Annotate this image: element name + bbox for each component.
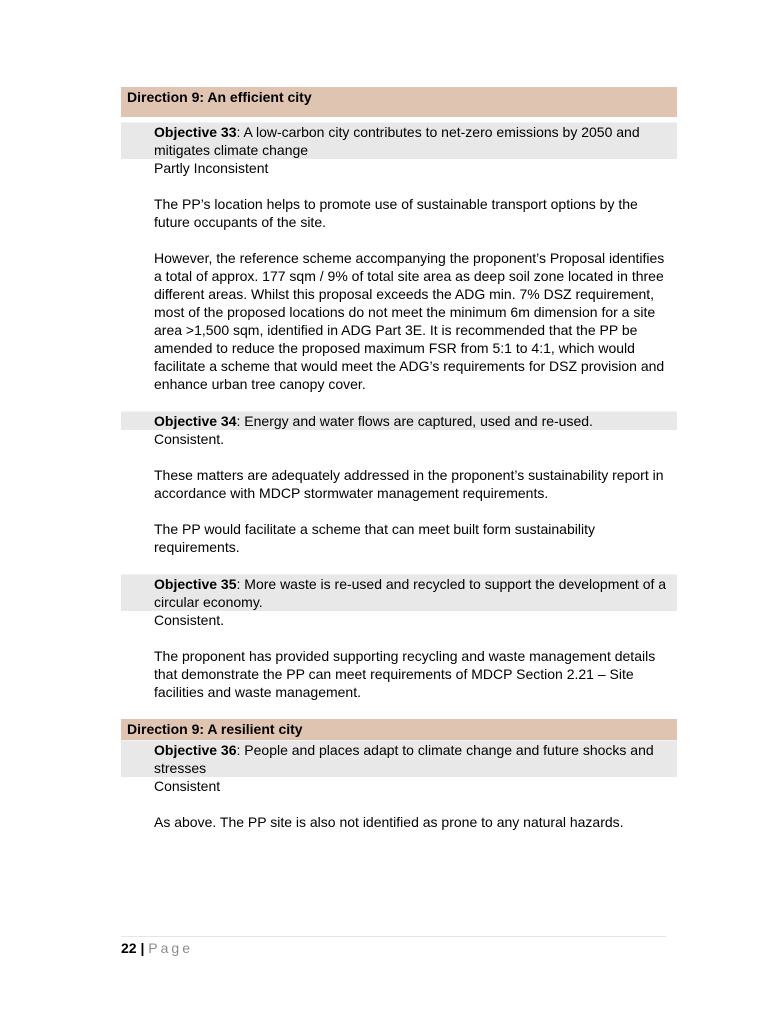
objective-33-row	[121, 122, 677, 159]
footer-separator: |	[136, 940, 149, 956]
objective-36-status: Consistent	[154, 778, 221, 794]
objective-36-text: : People and places adapt to climate change and future shocks and stresses	[154, 742, 654, 776]
direction-heading-efficient: Direction 9: An efficient city	[121, 87, 677, 117]
objective-35-status: Consistent.	[154, 612, 225, 628]
direction-heading-resilient: Direction 9: A resilient city	[121, 719, 677, 740]
objective-36-row	[121, 740, 677, 777]
objective-34-label: Objective 34	[154, 413, 237, 429]
objective-36-para-1: As above. The PP site is also not identified as prone to any natural hazards.	[154, 814, 624, 830]
page-content	[121, 87, 677, 831]
objective-35-para-1: The proponent has provided supporting recycling and waste management details that demonstrate the PP can meet requirements of MDCP Section 2.21 – Site facilities and waste management.	[154, 648, 656, 700]
objective-33-para-1: The PP’s location helps to promote use of sustainable transport options by the future occupants of the site.	[154, 196, 638, 230]
objective-34-para-1: These matters are adequately addressed in the proponent’s sustainability report in accordance with MDCP stormwater management requirements.	[154, 467, 664, 501]
objective-33-status: Partly Inconsistent	[154, 160, 269, 176]
page-number: 22	[121, 940, 137, 956]
objective-33-para-2: However, the reference scheme accompanying the proponent’s Proposal identifies a total of approx. 177 sqm / 9% of total site area as deep soil zone located in three different areas. Whilst this proposal exceeds the ADG min. 7% DSZ requirement, most of the proposed locations do not meet the minimum 6m dimension for a site area >1,500 sqm, identified in ADG Part 3E. It is recommended that the PP be amended to reduce the proposed maximum FSR from 5:1 to 4:1, which would facilitate a scheme that would meet the ADG’s requirements for DSZ provision and enhance urban tree canopy cover.	[154, 250, 665, 392]
objective-36-label: Objective 36	[154, 742, 237, 758]
objective-35-label: Objective 35	[154, 576, 237, 592]
objective-34-row	[121, 411, 677, 430]
page-word: Page	[148, 940, 193, 956]
objective-34-body	[121, 430, 677, 556]
objective-34-status: Consistent.	[154, 431, 225, 447]
objective-33-label: Objective 33	[154, 124, 237, 140]
objective-33-body	[121, 159, 677, 393]
objective-35-body	[121, 611, 677, 701]
page-footer	[121, 936, 666, 956]
objective-36-body	[121, 777, 677, 831]
objective-34-text: : Energy and water flows are captured, used and re-used.	[236, 413, 593, 429]
objective-34-para-2: The PP would facilitate a scheme that can meet built form sustainability requirements.	[154, 521, 595, 555]
objective-33-text: : A low-carbon city contributes to net-zero emissions by 2050 and mitigates climate change	[154, 124, 640, 158]
objective-35-text: : More waste is re-used and recycled to support the development of a circular economy.	[154, 576, 667, 610]
objective-35-row	[121, 574, 677, 611]
